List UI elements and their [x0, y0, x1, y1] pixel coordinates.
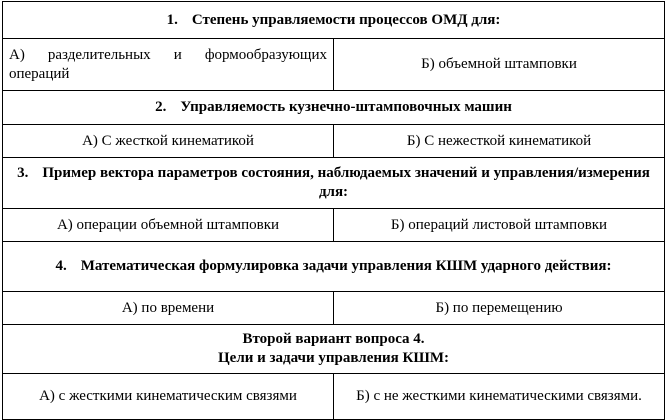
- section-1-option-b: Б) объемной штамповки: [334, 39, 665, 91]
- section-4-title: [3, 242, 665, 292]
- section-5-option-b: Б) с не жесткими кинематическими связями.: [334, 374, 665, 420]
- section-5-options-row: [3, 374, 665, 420]
- section-2-option-b: Б) С нежесткой кинематикой: [334, 125, 665, 158]
- section-3-option-a: А) операции объемной штамповки: [3, 209, 334, 242]
- section-2-option-a: А) С жесткой кинематикой: [3, 125, 334, 158]
- section-4-title-text: Математическая формулировка задачи управления КШМ ударного действия:: [80, 258, 612, 274]
- section-1-header-row: [3, 2, 665, 39]
- section-2-title: [3, 91, 665, 125]
- section-5-title: [3, 325, 665, 374]
- section-1-number: 1.: [166, 11, 178, 28]
- section-5-title-line-1: Второй вариант вопроса 4.: [242, 331, 425, 347]
- section-1-option-a: А) разделительных и формообразующих операций: [3, 39, 334, 91]
- section-2-options-row: [3, 125, 665, 158]
- section-4-option-a: А) по времени: [3, 292, 334, 325]
- section-3-number: 3.: [17, 165, 29, 181]
- section-5-header-row: [3, 325, 665, 374]
- section-4-option-b: Б) по перемещению: [334, 292, 665, 325]
- section-4-header-row: [3, 242, 665, 292]
- section-2-number: 2.: [155, 99, 167, 115]
- questions-table: [2, 1, 665, 420]
- section-2-title-text: Управляемость кузнечно-штамповочных машин: [180, 99, 512, 115]
- section-5-option-a: А) с жесткими кинематическим связями: [3, 374, 334, 420]
- section-3-header-row: [3, 158, 665, 209]
- section-4-number: 4.: [55, 258, 67, 274]
- section-3-title: [3, 158, 665, 209]
- section-1-title-text: Степень управляемости процессов ОМД для:: [191, 11, 501, 28]
- section-1-options-row: [3, 39, 665, 91]
- section-2-header-row: [3, 91, 665, 125]
- section-5-title-line-2: Цели и задачи управления КШМ:: [218, 350, 450, 366]
- section-3-options-row: [3, 209, 665, 242]
- section-3-title-text: Пример вектора параметров состояния, наблюдаемых значений и управления/измерения для:: [42, 165, 650, 200]
- section-3-option-b: Б) операций листовой штамповки: [334, 209, 665, 242]
- section-4-options-row: [3, 292, 665, 325]
- section-1-title: [3, 2, 665, 39]
